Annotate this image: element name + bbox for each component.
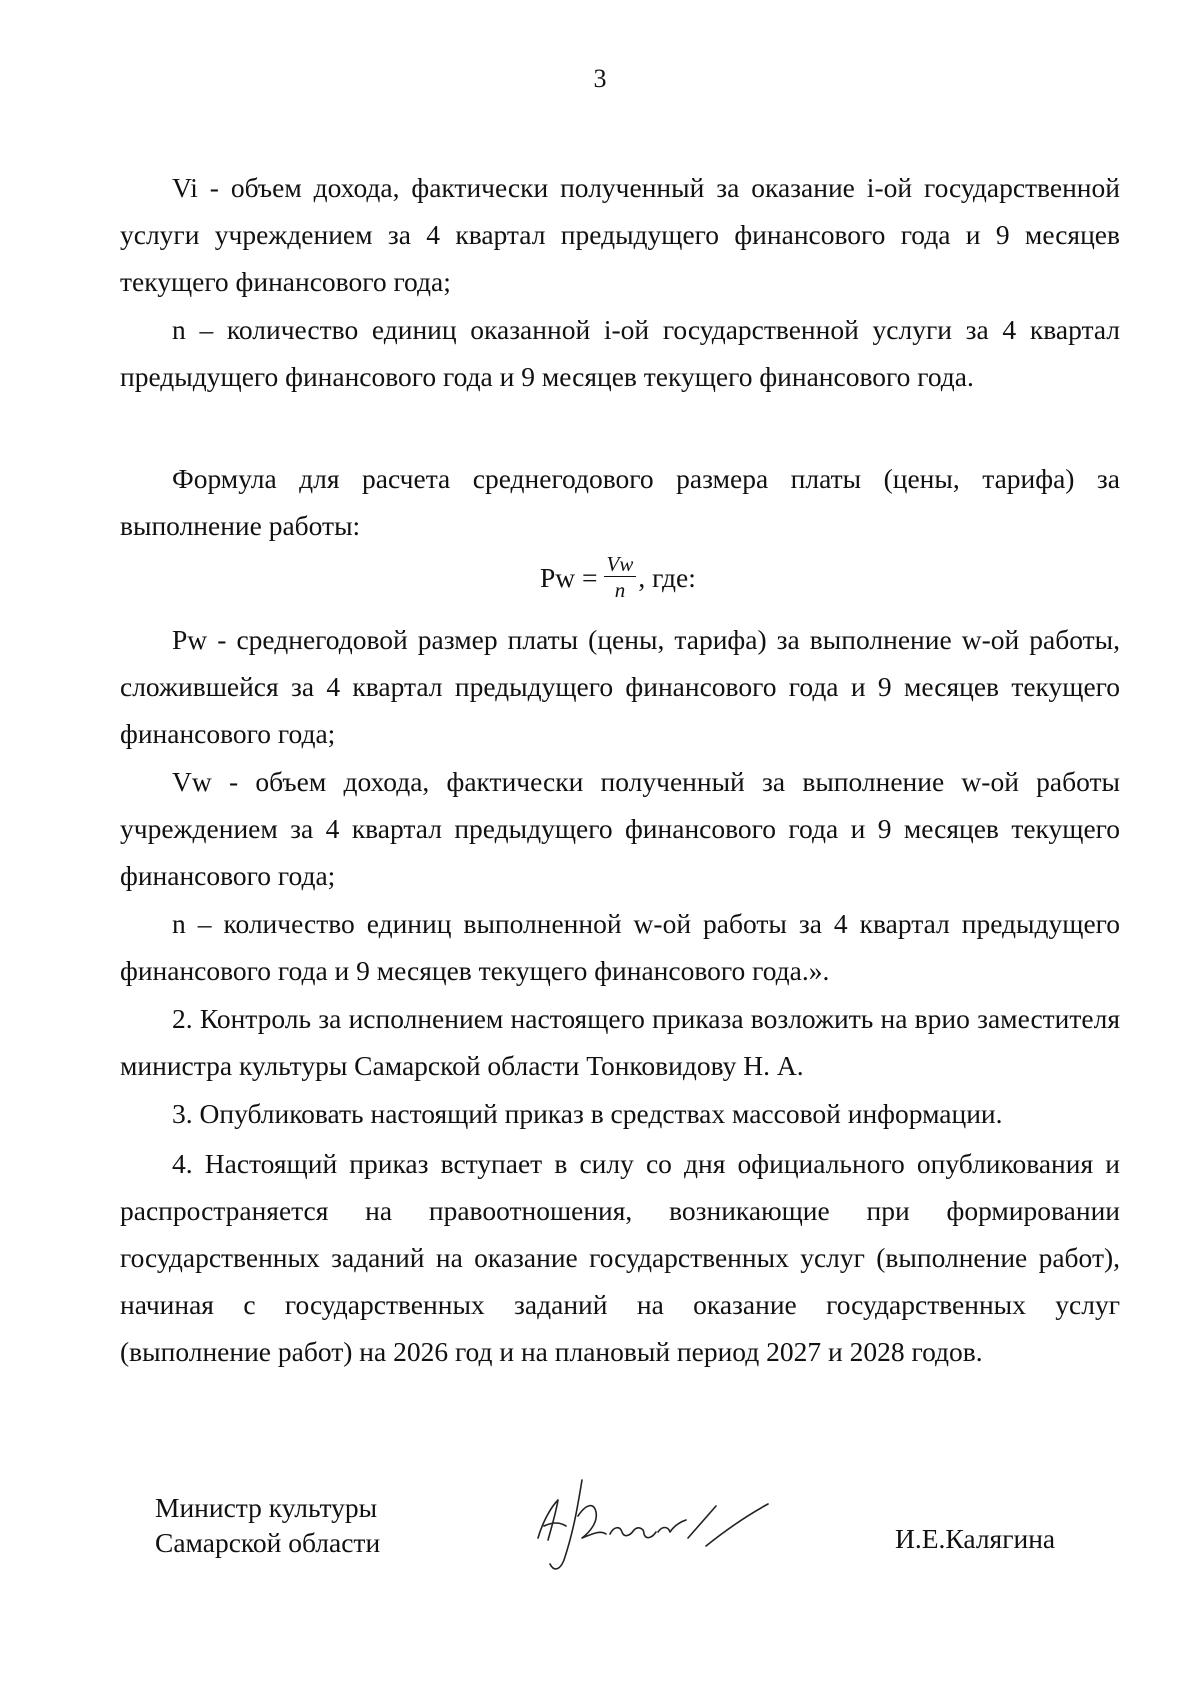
signatory-name: И.Е.Калягина [895, 1523, 1056, 1554]
paragraph-vw-definition: Vw - объем дохода, фактически полученный за выполнение w-ой работы учреждением за 4 квартал предыдущего финансового года и 9 месяцев текущего финансового года; [120, 766, 1120, 891]
handwritten-signature [520, 1460, 780, 1580]
paragraph-item-4: 4. Настоящий приказ вступает в силу со дня официального опубликования и распространяется на правоотношения, возникающие при формировании государственных заданий на оказание государственных услуг (выполнение работ), начиная с государственных заданий на оказание государственных услуг (выполнение работ) на 2026 год и на плановый период 2027 и 2028 годов. [120, 1148, 1120, 1367]
paragraph-item-2: 2. Контроль за исполнением настоящего приказа возложить на врио заместителя министра культуры Самарской области Тонковидову Н. А. [120, 1003, 1120, 1081]
paragraph-vi-definition: Vi - объем дохода, фактически полученный за оказание i-ой государственной услуги учреждением за 4 квартал предыдущего финансового года и 9 месяцев текущего финансового года; [120, 172, 1120, 297]
paragraph-pw-definition: Pw - среднегодовой размер платы (цены, тарифа) за выполнение w-ой работы, сложившейся за 4 квартал предыдущего финансового года и 9 месяцев текущего финансового года; [120, 624, 1120, 749]
signatory-position-line2: Самарской области [155, 1527, 381, 1558]
paragraph-n-works-definition: n – количество единиц выполненной w-ой работы за 4 квартал предыдущего финансового года и 9 месяцев текущего финансового года.». [120, 908, 1120, 986]
signatory-position [155, 1490, 380, 1560]
page-number: 3 [593, 64, 607, 93]
formula-lhs: Pw = [540, 561, 598, 593]
formula-numerator: Vw [604, 552, 637, 577]
paragraph-formula-intro: Формула для расчета среднегодового размера платы (цены, тарифа) за выполнение работы: [120, 463, 1120, 541]
paragraph-n-services-definition: n – количество единиц оказанной i-ой государственной услуги за 4 квартал предыдущего финансового года и 9 месяцев текущего финансового года. [120, 314, 1120, 392]
paragraph-item-3: 3. Опубликовать настоящий приказ в средствах массовой информации. [172, 1098, 1003, 1129]
formula-suffix: , где: [638, 561, 696, 593]
formula-denominator: n [614, 578, 626, 602]
formula-fraction [604, 552, 637, 603]
formula-pw [540, 552, 696, 603]
signatory-position-line1: Министр культуры [155, 1492, 378, 1523]
